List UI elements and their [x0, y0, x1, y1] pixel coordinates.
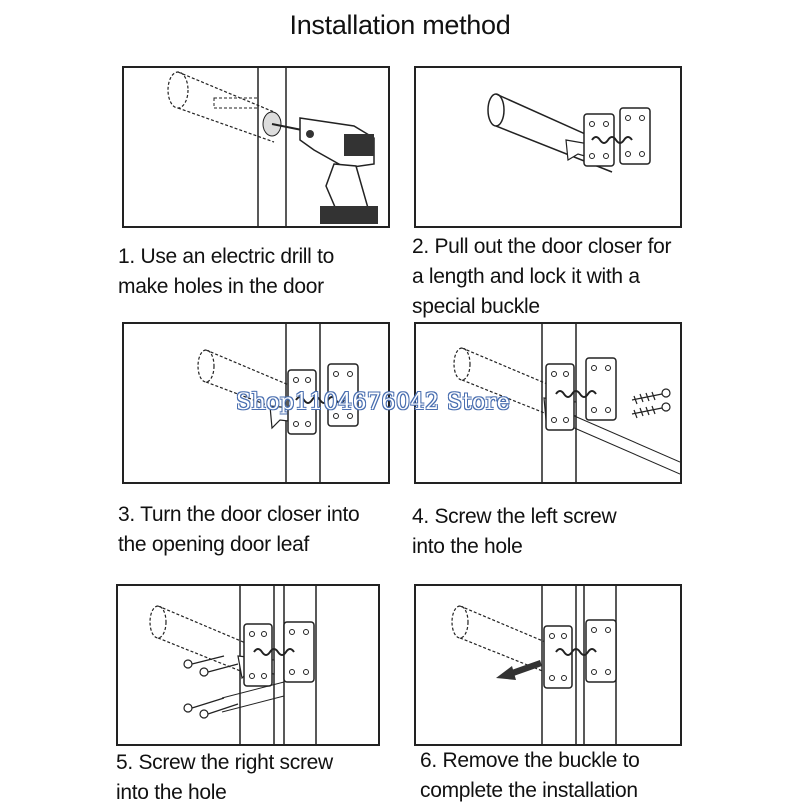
- step-1-line-2: make holes in the door: [118, 275, 324, 298]
- step-6-line-2: complete the installation: [420, 779, 638, 802]
- store-watermark: Shop1104676042 Store: [236, 390, 511, 415]
- step-2-illustration: [414, 66, 682, 228]
- step-5-line-2: into the hole: [116, 781, 227, 804]
- step-5-line-1: 5. Screw the right screw: [116, 751, 333, 774]
- step-2-line-3: special buckle: [412, 295, 540, 318]
- page-title: Installation method: [289, 10, 511, 40]
- step-3-line-2: the opening door leaf: [118, 533, 310, 556]
- step-3-caption: [118, 500, 359, 560]
- step-1-caption: [118, 242, 334, 302]
- step-6-illustration: [414, 584, 682, 746]
- step-4-line-2: into the hole: [412, 535, 523, 558]
- step-1-illustration: [122, 66, 390, 228]
- step-5-caption: [116, 748, 333, 808]
- step-5-illustration: [116, 584, 380, 746]
- step-6-line-1: 6. Remove the buckle to: [420, 749, 640, 772]
- step-2-line-2: a length and lock it with a: [412, 265, 640, 288]
- step-2-caption: [412, 232, 671, 322]
- step-4-caption: [412, 502, 616, 562]
- step-6-caption: [420, 746, 640, 806]
- step-3-line-1: 3. Turn the door closer into: [118, 503, 360, 526]
- step-1-line-1: 1. Use an electric drill to: [118, 245, 334, 268]
- step-4-line-1: 4. Screw the left screw: [412, 505, 617, 528]
- step-2-line-1: 2. Pull out the door closer for: [412, 235, 672, 258]
